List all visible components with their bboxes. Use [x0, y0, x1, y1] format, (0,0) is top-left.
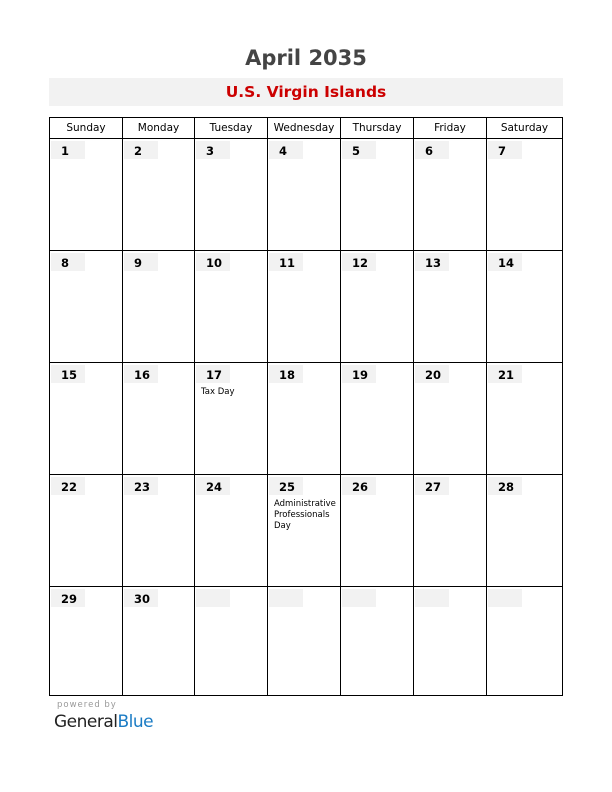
- day-number: 22: [61, 480, 78, 494]
- day-number: 1: [61, 144, 70, 158]
- day-number: 14: [498, 256, 515, 270]
- day-number: 29: [61, 592, 78, 606]
- powered-by-label: powered by: [57, 700, 117, 710]
- day-cell[interactable]: [195, 139, 268, 251]
- day-number: 7: [498, 144, 507, 158]
- day-cell[interactable]: [195, 251, 268, 363]
- day-number-badge: [124, 253, 158, 271]
- day-cell[interactable]: [487, 251, 563, 363]
- day-cell[interactable]: [414, 139, 487, 251]
- calendar-grid: [49, 117, 563, 696]
- day-cell[interactable]: [195, 587, 268, 696]
- day-number-badge: [342, 477, 376, 495]
- day-cell[interactable]: [50, 363, 123, 475]
- day-number: 4: [279, 144, 288, 158]
- day-number: 17: [206, 368, 223, 382]
- day-number: 9: [134, 256, 143, 270]
- day-cell[interactable]: [487, 587, 563, 696]
- day-cell[interactable]: [414, 363, 487, 475]
- weekday-header: Tuesday: [195, 118, 268, 139]
- day-number: 13: [425, 256, 442, 270]
- day-number-badge: [196, 477, 230, 495]
- day-cell[interactable]: [50, 139, 123, 251]
- day-number-badge: [415, 477, 449, 495]
- day-number: 21: [498, 368, 515, 382]
- day-number-badge: [196, 589, 230, 607]
- day-cell[interactable]: [341, 363, 414, 475]
- day-number: 10: [206, 256, 223, 270]
- day-cell[interactable]: [414, 251, 487, 363]
- day-number: 8: [61, 256, 70, 270]
- day-number: 30: [134, 592, 151, 606]
- day-cell[interactable]: [341, 587, 414, 696]
- day-cell[interactable]: [123, 139, 195, 251]
- day-cell[interactable]: [268, 363, 341, 475]
- day-number-badge: [488, 477, 522, 495]
- weekday-header: Saturday: [487, 118, 563, 139]
- day-number-badge: [269, 253, 303, 271]
- day-number-badge: [196, 141, 230, 159]
- day-number-badge: [488, 253, 522, 271]
- day-number-badge: [196, 253, 230, 271]
- day-number-badge: [415, 141, 449, 159]
- day-number: 15: [61, 368, 78, 382]
- day-number: 23: [134, 480, 151, 494]
- day-number: 2: [134, 144, 143, 158]
- day-number-badge: [488, 589, 522, 607]
- day-cell[interactable]: [341, 139, 414, 251]
- day-cell[interactable]: [195, 363, 268, 475]
- day-cell[interactable]: [414, 475, 487, 587]
- day-number-badge: [51, 253, 85, 271]
- day-cell[interactable]: [123, 363, 195, 475]
- day-number-badge: [488, 365, 522, 383]
- day-cell[interactable]: [487, 475, 563, 587]
- day-number: 18: [279, 368, 296, 382]
- day-number: 16: [134, 368, 151, 382]
- day-number: 3: [206, 144, 215, 158]
- day-number-badge: [51, 365, 85, 383]
- day-cell[interactable]: [195, 475, 268, 587]
- region-subtitle: U.S. Virgin Islands: [49, 78, 563, 106]
- day-cell[interactable]: [268, 251, 341, 363]
- day-cell[interactable]: [414, 587, 487, 696]
- day-number-badge: [415, 253, 449, 271]
- weekday-header: Monday: [123, 118, 195, 139]
- day-number: 27: [425, 480, 442, 494]
- day-cell[interactable]: [123, 587, 195, 696]
- day-number-badge: [342, 589, 376, 607]
- day-number: 25: [279, 480, 296, 494]
- brand-blue-text: Blue: [117, 712, 154, 732]
- day-number-badge: [196, 365, 230, 383]
- day-number-badge: [124, 365, 158, 383]
- weekday-header: Thursday: [341, 118, 414, 139]
- day-number-badge: [269, 589, 303, 607]
- day-number-badge: [124, 589, 158, 607]
- day-cell[interactable]: [123, 475, 195, 587]
- day-number-badge: [342, 253, 376, 271]
- page-title: April 2035: [245, 46, 367, 70]
- day-number-badge: [51, 589, 85, 607]
- weekday-header: Friday: [414, 118, 487, 139]
- day-cell[interactable]: [487, 139, 563, 251]
- day-cell[interactable]: [268, 587, 341, 696]
- day-cell[interactable]: [268, 475, 341, 587]
- day-number-badge: [269, 365, 303, 383]
- day-number-badge: [269, 477, 303, 495]
- day-number-badge: [269, 141, 303, 159]
- day-cell[interactable]: [50, 251, 123, 363]
- day-number-badge: [415, 365, 449, 383]
- weekday-header: Sunday: [50, 118, 123, 139]
- day-number: 12: [352, 256, 369, 270]
- day-cell[interactable]: [341, 475, 414, 587]
- day-number-badge: [342, 365, 376, 383]
- day-number: 26: [352, 480, 369, 494]
- day-cell[interactable]: [341, 251, 414, 363]
- day-number-badge: [124, 141, 158, 159]
- brand-general-text: General: [54, 712, 118, 732]
- day-cell[interactable]: [50, 475, 123, 587]
- day-number: 24: [206, 480, 223, 494]
- day-number-badge: [415, 589, 449, 607]
- day-cell[interactable]: [123, 251, 195, 363]
- day-number: 19: [352, 368, 369, 382]
- day-number-badge: [51, 477, 85, 495]
- day-number-badge: [51, 141, 85, 159]
- day-cell[interactable]: [50, 587, 123, 696]
- day-number: 11: [279, 256, 296, 270]
- day-number: 6: [425, 144, 434, 158]
- day-number-badge: [488, 141, 522, 159]
- day-number: 28: [498, 480, 515, 494]
- day-number-badge: [124, 477, 158, 495]
- day-cell[interactable]: [487, 363, 563, 475]
- holiday-event: Administrative Professionals Day: [274, 499, 336, 531]
- weekday-header: Wednesday: [268, 118, 341, 139]
- day-number: 5: [352, 144, 361, 158]
- holiday-event: Tax Day: [201, 387, 235, 397]
- day-number: 20: [425, 368, 442, 382]
- day-number-badge: [342, 141, 376, 159]
- day-cell[interactable]: [268, 139, 341, 251]
- brand-logo[interactable]: [54, 712, 153, 732]
